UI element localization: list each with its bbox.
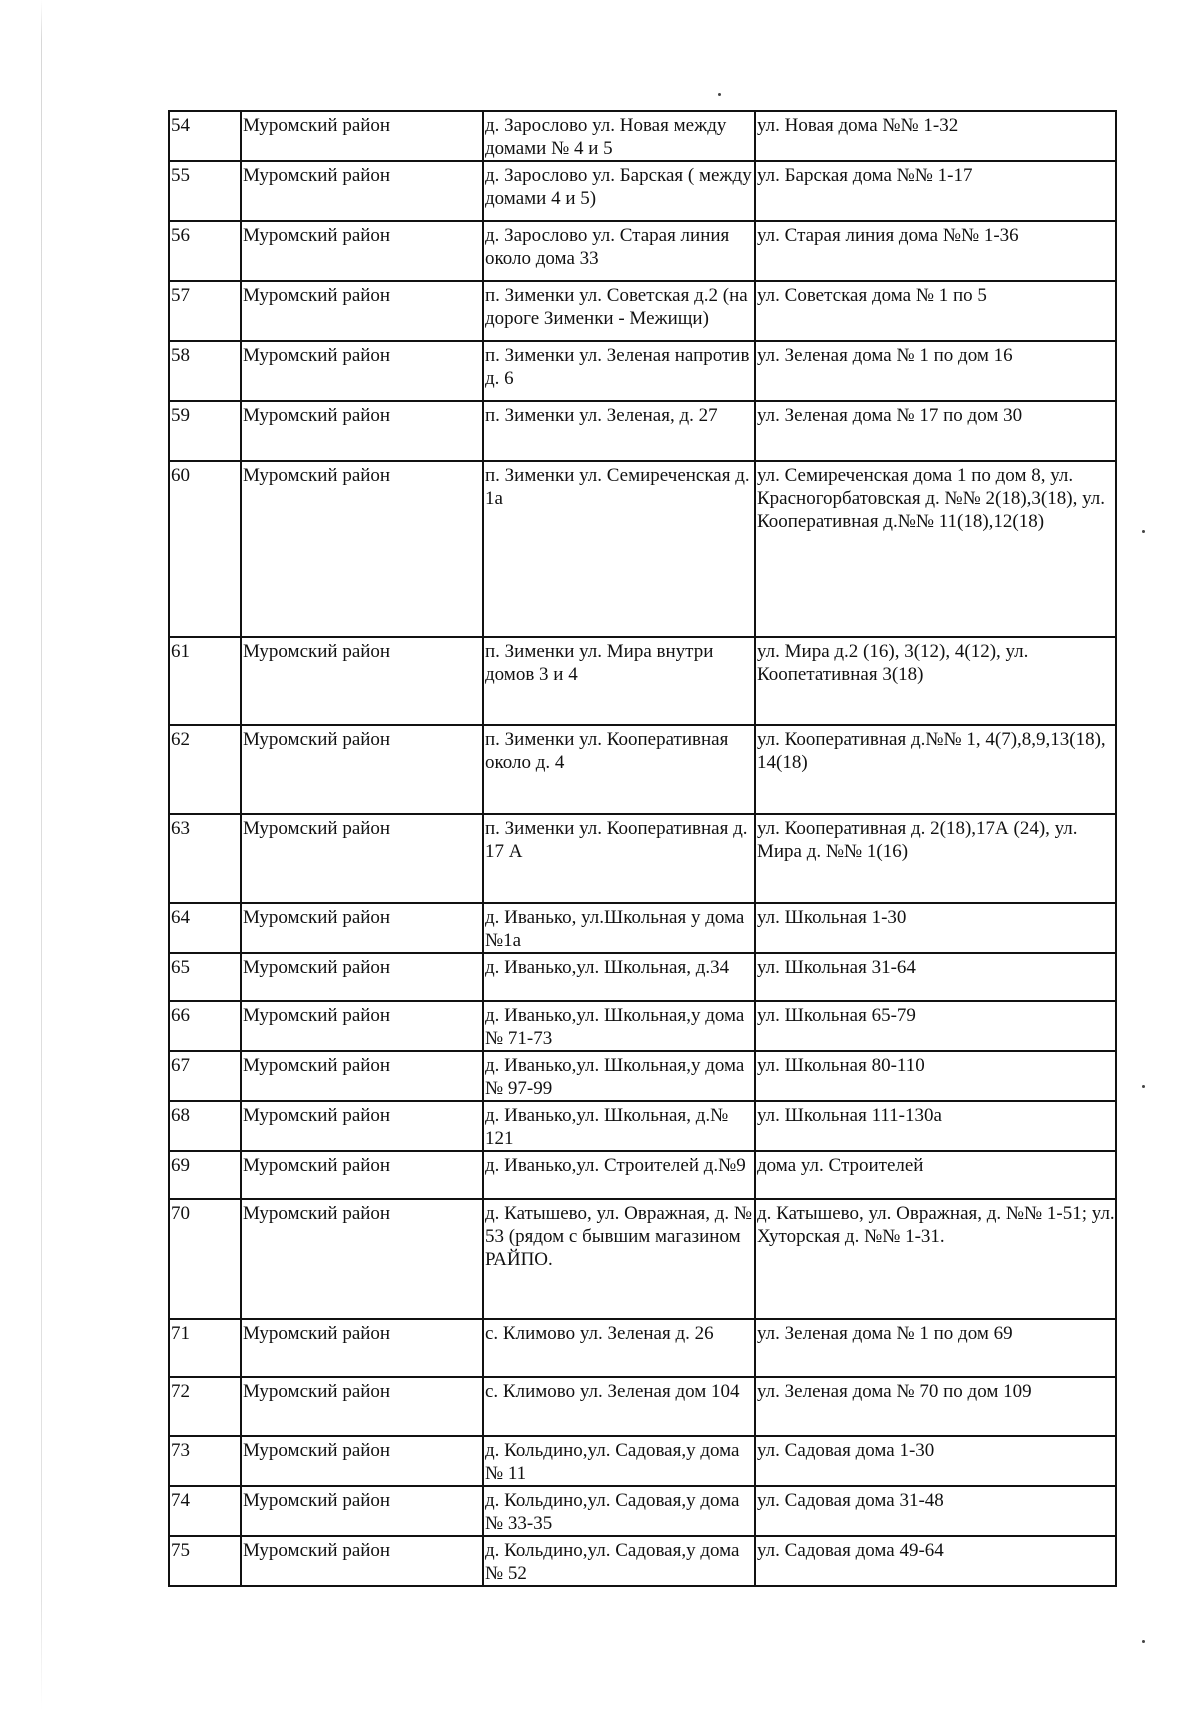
row-number: 61 [169, 637, 241, 725]
row-number: 66 [169, 1001, 241, 1051]
houses-cell: ул. Барская дома №№ 1-17 [755, 161, 1116, 221]
row-number: 75 [169, 1536, 241, 1586]
table-row [169, 1486, 1116, 1536]
row-number: 59 [169, 401, 241, 461]
row-number: 74 [169, 1486, 241, 1536]
location-cell: п. Зименки ул. Советская д.2 (на дороге Зименки - Межищи) [483, 281, 755, 341]
scan-edge-line [41, 0, 42, 1710]
district-cell: Муромский район [241, 401, 483, 461]
district-cell: Муромский район [241, 1377, 483, 1436]
table-row [169, 401, 1116, 461]
row-number: 71 [169, 1319, 241, 1377]
row-number: 67 [169, 1051, 241, 1101]
table-row [169, 1319, 1116, 1377]
district-cell: Муромский район [241, 1151, 483, 1199]
houses-cell: ул. Садовая дома 1-30 [755, 1436, 1116, 1486]
location-cell: п. Зименки ул. Зеленая напротив д. 6 [483, 341, 755, 401]
row-number: 58 [169, 341, 241, 401]
houses-cell: ул. Школьная 80-110 [755, 1051, 1116, 1101]
row-number: 64 [169, 903, 241, 953]
district-cell: Муромский район [241, 111, 483, 161]
district-cell: Муромский район [241, 341, 483, 401]
district-cell: Муромский район [241, 1319, 483, 1377]
table-row [169, 1377, 1116, 1436]
houses-cell: ул. Садовая дома 31-48 [755, 1486, 1116, 1536]
table-row [169, 1151, 1116, 1199]
district-cell: Муромский район [241, 1199, 483, 1319]
table-row [169, 637, 1116, 725]
table-row [169, 1001, 1116, 1051]
district-cell: Муромский район [241, 1486, 483, 1536]
location-cell: п. Зименки ул. Кооперативная д. 17 А [483, 814, 755, 903]
table-row [169, 1436, 1116, 1486]
houses-cell: ул. Старая линия дома №№ 1-36 [755, 221, 1116, 281]
location-cell: д. Зарослово ул. Новая между домами № 4 и 5 [483, 111, 755, 161]
houses-cell: ул. Школьная 65-79 [755, 1001, 1116, 1051]
table-row [169, 1101, 1116, 1151]
row-number: 55 [169, 161, 241, 221]
location-cell: д. Иванько, ул.Школьная у дома №1а [483, 903, 755, 953]
row-number: 72 [169, 1377, 241, 1436]
houses-cell: ул. Новая дома №№ 1-32 [755, 111, 1116, 161]
table-row [169, 1536, 1116, 1586]
row-number: 73 [169, 1436, 241, 1486]
row-number: 56 [169, 221, 241, 281]
location-cell: д. Иванько,ул. Строителей д.№9 [483, 1151, 755, 1199]
table-row [169, 281, 1116, 341]
table-row [169, 1199, 1116, 1319]
location-cell: д. Кольдино,ул. Садовая,у дома № 11 [483, 1436, 755, 1486]
location-cell: д. Иванько,ул. Школьная,у дома № 97-99 [483, 1051, 755, 1101]
houses-cell: ул. Зеленая дома № 1 по дом 69 [755, 1319, 1116, 1377]
row-number: 60 [169, 461, 241, 637]
houses-cell: ул. Советская дома № 1 по 5 [755, 281, 1116, 341]
table-row [169, 161, 1116, 221]
houses-cell: ул. Кооперативная д. 2(18),17А (24), ул. Мира д. №№ 1(16) [755, 814, 1116, 903]
houses-cell: ул. Школьная 111-130а [755, 1101, 1116, 1151]
location-cell: д. Иванько,ул. Школьная,у дома № 71-73 [483, 1001, 755, 1051]
location-cell: п. Зименки ул. Зеленая, д. 27 [483, 401, 755, 461]
row-number: 54 [169, 111, 241, 161]
table-row [169, 111, 1116, 161]
houses-cell: ул. Зеленая дома № 70 по дом 109 [755, 1377, 1116, 1436]
houses-cell: дома ул. Строителей [755, 1151, 1116, 1199]
location-cell: с. Климово ул. Зеленая дом 104 [483, 1377, 755, 1436]
scan-speck [1142, 1640, 1145, 1643]
location-cell: п. Зименки ул. Семиреченская д. 1а [483, 461, 755, 637]
location-cell: д. Кольдино,ул. Садовая,у дома № 33-35 [483, 1486, 755, 1536]
houses-cell: ул. Зеленая дома № 1 по дом 16 [755, 341, 1116, 401]
scan-speck [1142, 530, 1145, 533]
houses-cell: ул. Школьная 1-30 [755, 903, 1116, 953]
row-number: 63 [169, 814, 241, 903]
district-cell: Муромский район [241, 1051, 483, 1101]
location-cell: д. Зарослово ул. Старая линия около дома 33 [483, 221, 755, 281]
location-cell: с. Климово ул. Зеленая д. 26 [483, 1319, 755, 1377]
houses-cell: ул. Мира д.2 (16), 3(12), 4(12), ул. Коопетативная 3(18) [755, 637, 1116, 725]
district-cell: Муромский район [241, 637, 483, 725]
houses-cell: ул. Семиреченская дома 1 по дом 8, ул. Красногорбатовская д. №№ 2(18),3(18), ул. Кооперативная д.№№ 11(18),12(18) [755, 461, 1116, 637]
district-cell: Муромский район [241, 1536, 483, 1586]
table-row [169, 903, 1116, 953]
houses-cell: ул. Школьная 31-64 [755, 953, 1116, 1001]
district-cell: Муромский район [241, 1001, 483, 1051]
location-cell: д. Катышево, ул. Овражная, д. № 53 (рядом с бывшим магазином РАЙПО. [483, 1199, 755, 1319]
table-row [169, 1051, 1116, 1101]
district-cell: Муромский район [241, 281, 483, 341]
district-cell: Муромский район [241, 903, 483, 953]
row-number: 65 [169, 953, 241, 1001]
table-row [169, 953, 1116, 1001]
district-cell: Муромский район [241, 725, 483, 814]
district-cell: Муромский район [241, 461, 483, 637]
address-table [168, 110, 1117, 1587]
row-number: 62 [169, 725, 241, 814]
location-cell: д. Кольдино,ул. Садовая,у дома № 52 [483, 1536, 755, 1586]
table-row [169, 814, 1116, 903]
district-cell: Муромский район [241, 1436, 483, 1486]
table-row [169, 221, 1116, 281]
table-row [169, 341, 1116, 401]
houses-cell: д. Катышево, ул. Овражная, д. №№ 1-51; ул. Хуторская д. №№ 1-31. [755, 1199, 1116, 1319]
row-number: 57 [169, 281, 241, 341]
district-cell: Муромский район [241, 221, 483, 281]
district-cell: Муромский район [241, 953, 483, 1001]
houses-cell: ул. Кооперативная д.№№ 1, 4(7),8,9,13(18), 14(18) [755, 725, 1116, 814]
location-cell: д. Иванько,ул. Школьная, д.34 [483, 953, 755, 1001]
district-cell: Муромский район [241, 161, 483, 221]
row-number: 69 [169, 1151, 241, 1199]
houses-cell: ул. Садовая дома 49-64 [755, 1536, 1116, 1586]
scan-speck [1142, 1085, 1145, 1088]
scan-speck [718, 93, 721, 96]
district-cell: Муромский район [241, 1101, 483, 1151]
district-cell: Муромский район [241, 814, 483, 903]
houses-cell: ул. Зеленая дома № 17 по дом 30 [755, 401, 1116, 461]
location-cell: п. Зименки ул. Кооперативная около д. 4 [483, 725, 755, 814]
location-cell: п. Зименки ул. Мира внутри домов 3 и 4 [483, 637, 755, 725]
row-number: 70 [169, 1199, 241, 1319]
location-cell: д. Зарослово ул. Барская ( между домами 4 и 5) [483, 161, 755, 221]
table-row [169, 725, 1116, 814]
row-number: 68 [169, 1101, 241, 1151]
location-cell: д. Иванько,ул. Школьная, д.№ 121 [483, 1101, 755, 1151]
table-row [169, 461, 1116, 637]
